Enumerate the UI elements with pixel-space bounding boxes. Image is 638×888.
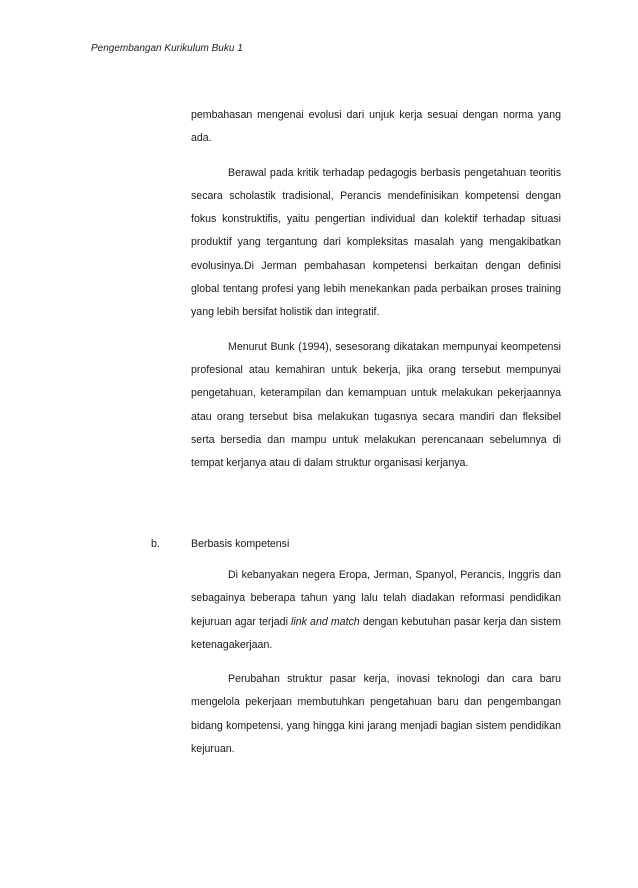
paragraph-eropa-text-end: dengan kebutuhan pasar kerja dan sistem ketenagakerjaan. xyxy=(191,615,561,651)
section-b-heading xyxy=(151,533,289,556)
section-b-title: Berbasis kompetensi xyxy=(191,538,290,550)
link-and-match-emphasis: link and match xyxy=(291,615,360,628)
paragraph-menurut-bunk: Menurut Bunk (1994), sesesorang dikatakan mempunyai keompetensi profesional atau kemahiran untuk bekerja, jika orang tersebut mempunyai pengetahuan, keterampilan dan kemampuan untuk melakukan pekerjaannya atau orang tersebut bisa melakukan tugasnya secara mandiri dan fleksibel serta bersedia dan mampu untuk melakukan perencanaan sebelumnya di tempat kerjanya atau di dalam struktur organisasi kerjanya. xyxy=(191,340,561,470)
paragraph-perubahan: Perubahan struktur pasar kerja, inovasi teknologi dan cara baru mengelola pekerjaan membutuhkan pengetahuan baru dan pengembangan bidang kompetensi, yang hingga kini jarang menjadi bagian sistem pendidikan kejuruan. xyxy=(191,673,561,756)
paragraph-eropa-text: Di kebanyakan negera Eropa, Jerman, Spanyol, Perancis, Inggris dan sebagainya beberapa tahun yang lalu telah diadakan reformasi pendidikan kejuruan agar terjadi xyxy=(191,569,561,628)
paragraph-berawal: Berawal pada kritik terhadap pedagogis berbasis pengetahuan teoritis secara scholastik tradisional, Perancis mendefinisikan kompetensi dengan fokus konstruktifis, yaitu pengertian individual dan kolektif terhadap situasi produktif yang tergantung dari kompleksitas masalah yang mengakibatkan evolusinya.Di Jerman pembahasan kompetensi berkaitan dengan definisi global tentang profesi yang lebih menekankan pada perbaikan proses training yang lebih bersifat holistik dan integratif. xyxy=(191,166,561,319)
list-marker: b. xyxy=(151,538,160,550)
running-header: Pengembangan Kurikulum Buku 1 xyxy=(91,43,243,54)
continuation-paragraph: pembahasan mengenai evolusi dari unjuk kerja sesuai dengan norma yang ada. xyxy=(191,109,561,145)
section-a-body xyxy=(191,104,561,475)
section-b-body xyxy=(191,564,561,761)
paragraph-eropa xyxy=(191,564,561,657)
